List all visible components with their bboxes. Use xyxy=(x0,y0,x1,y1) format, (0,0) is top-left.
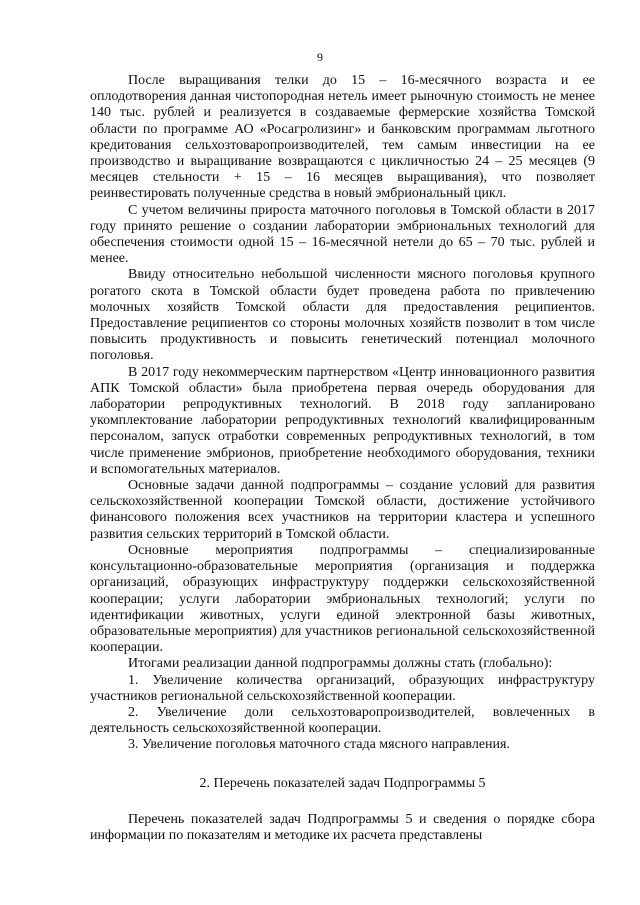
paragraph-embryo-lab-decision: С учетом величины прироста маточного поголовья в Томской области в 2017 году принято решение о создании лаборатории эмбриональных технологий для обеспечения стоимости одной 15 – 16-месячной нетели до 65 – 70 тыс. рублей и менее. xyxy=(90,202,595,267)
page-number: 9 xyxy=(317,50,323,64)
paragraph-dairy-recipients: Ввиду относительно небольшой численности мясного поголовья крупного рогатого скота в Томской области будет проведена работа по привлечению молочных хозяйств Томской области для предоставления реципиентов. Предоставление реципиентов со стороны молочных хозяйств позволит в том числе повысить продуктивность и повысить генетический потенциал молочного поголовья. xyxy=(90,267,595,364)
body-text xyxy=(90,73,595,844)
result-item-3: 3. Увеличение поголовья маточного стада мясного направления. xyxy=(128,737,510,753)
result-item-1: 1. Увеличение количества организаций, образующих инфраструктуру участников региональной сельскохозяйственной кооперации. xyxy=(90,672,595,704)
paragraph-heifer-value: После выращивания телки до 15 – 16-месячного возраста и ее оплодотворения данная чистопородная нетель имеет рыночную стоимость не менее 140 тыс. рублей и реализуется в создаваемые фермерские хозяйства Томской области по программе АО «Росагролизинг» и банковским программам льготного кредитования сельхозтоваропроизводителей, тем самым инвестиции на ее производство и выращивание возвращаются с цикличностью 24 – 25 месяцев (9 месяцев стельности + 15 – 16 месяцев выращивания), что позволяет реинвестировать полученные средства в новый эмбриональный цикл. xyxy=(90,73,595,202)
paragraph-main-activities: Основные мероприятия подпрограммы – специализированные консультационно-образовательные мероприятия (организация и поддержка организаций, образующих инфраструктуру поддержки сельскохозяйственной кооперации; услуги лаборатории эмбриональных технологий; услуги по идентификации животных, услуги единой электронной базы животных, образовательные мероприятия) для участников региональной сельскохозяйственной кооперации. xyxy=(90,542,595,656)
result-item-2: 2. Увеличение доли сельхозтоваропроизводителей, вовлеченных в деятельность сельскохозяйственной кооперации. xyxy=(90,704,595,737)
paragraph-main-tasks: Основные задачи данной подпрограммы – создание условий для развития сельскохозяйственной кооперации Томской области, достижение устойчивого финансового положения всех участников на территории кластера и успешного развития сельских территорий в Томской области. xyxy=(90,478,595,542)
section-heading: 2. Перечень показателей задач Подпрограммы 5 xyxy=(199,775,486,791)
paragraph-results-intro: Итогами реализации данной подпрограммы должны стать (глобально): xyxy=(128,656,553,672)
paragraph-lab-equipment: В 2017 году некоммерческим партнерством «Центр инновационного развития АПК Томской области» была приобретена первая очередь оборудования для лаборатории репродуктивных технологий. В 2018 году запланировано укомплектование лаборатории репродуктивных технологий квалифицированным персоналом, запуск отработки современных репродуктивных технологий, в том числе применение эмбрионов, приобретение необходимого оборудования, техники и вспомогательных материалов. xyxy=(90,364,595,477)
paragraph-indicators-list: Перечень показателей задач Подпрограммы 5 и сведения о порядке сбора информации по показателям и методике их расчета представлены xyxy=(90,811,595,843)
